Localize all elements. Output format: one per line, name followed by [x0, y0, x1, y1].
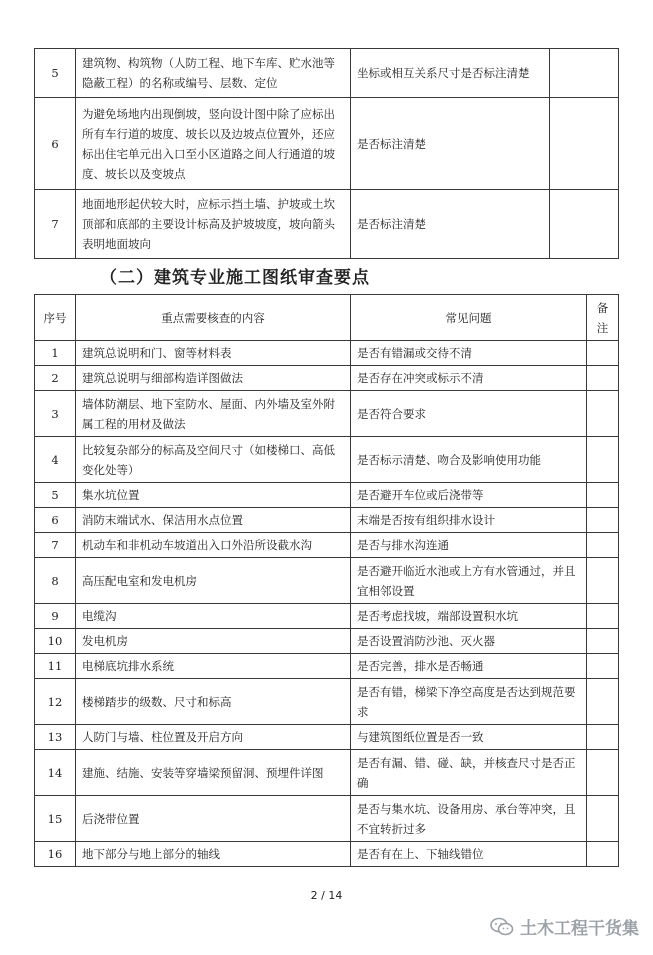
watermark-text: 土木工程干货集	[520, 919, 639, 939]
remark-cell	[587, 508, 619, 533]
review-content: 发电机房	[76, 629, 351, 654]
remark-cell	[550, 98, 619, 190]
table-row	[35, 49, 619, 98]
table-row	[35, 366, 619, 391]
row-number: 12	[35, 679, 76, 725]
header-number: 序号	[35, 295, 76, 341]
common-issue: 是否标注清楚	[351, 190, 550, 259]
review-content: 比较复杂部分的标高及空间尺寸（如楼梯口、高低变化处等）	[76, 437, 351, 483]
remark-cell	[587, 437, 619, 483]
table-header-row	[35, 295, 619, 341]
review-content: 消防末端试水、保洁用水点位置	[76, 508, 351, 533]
common-issue: 是否考虑找坡，端部设置积水坑	[351, 604, 587, 629]
row-number: 5	[35, 483, 76, 508]
remark-cell	[587, 558, 619, 604]
row-number: 7	[35, 190, 76, 259]
table-row	[35, 341, 619, 366]
row-number: 1	[35, 341, 76, 366]
remark-cell	[587, 604, 619, 629]
common-issue: 是否有在上、下轴线错位	[351, 842, 587, 867]
common-issue: 是否符合要求	[351, 391, 587, 437]
table-row	[35, 558, 619, 604]
review-content: 地面地形起伏较大时，应标示挡土墙、护坡或土坎顶部和底部的主要设计标高及护坡坡度，坡向箭头表明地面坡向	[76, 190, 351, 259]
table-row	[35, 629, 619, 654]
table-row	[35, 437, 619, 483]
row-number: 14	[35, 750, 76, 796]
header-remark: 备注	[587, 295, 619, 341]
review-content: 建筑物、构筑物（人防工程、地下车库、贮水池等隐蔽工程）的名称或编号、层数、定位	[76, 49, 351, 98]
row-number: 2	[35, 366, 76, 391]
review-content: 电梯底坑排水系统	[76, 654, 351, 679]
table-row	[35, 842, 619, 867]
table-row	[35, 796, 619, 842]
review-content: 集水坑位置	[76, 483, 351, 508]
remark-cell	[587, 725, 619, 750]
remark-cell	[587, 679, 619, 725]
row-number: 15	[35, 796, 76, 842]
row-number: 4	[35, 437, 76, 483]
common-issue: 是否存在冲突或标示不清	[351, 366, 587, 391]
remark-cell	[587, 796, 619, 842]
review-content: 电缆沟	[76, 604, 351, 629]
row-number: 6	[35, 508, 76, 533]
common-issue: 是否标示清楚、吻合及影响使用功能	[351, 437, 587, 483]
review-content: 建筑总说明与细部构造详图做法	[76, 366, 351, 391]
remark-cell	[550, 49, 619, 98]
remark-cell	[587, 654, 619, 679]
section-title: （二）建筑专业施工图纸审查要点	[100, 268, 370, 288]
page-number: 2 / 14	[310, 889, 343, 902]
table-row	[35, 98, 619, 190]
review-content: 建筑总说明和门、窗等材料表	[76, 341, 351, 366]
review-content: 地下部分与地上部分的轴线	[76, 842, 351, 867]
remark-cell	[587, 533, 619, 558]
common-issue: 是否与排水沟连通	[351, 533, 587, 558]
review-content: 高压配电室和发电机房	[76, 558, 351, 604]
remark-cell	[587, 341, 619, 366]
remark-cell	[587, 842, 619, 867]
row-number: 10	[35, 629, 76, 654]
review-content: 墙体防潮层、地下室防水、屋面、内外墙及室外附属工程的用材及做法	[76, 391, 351, 437]
review-content: 为避免场地内出现倒坡，竖向设计图中除了应标出所有车行道的坡度、坡长以及边坡点位置外，还应标出住宅单元出入口至小区道路之间人行通道的坡度、坡长以及变坡点	[76, 98, 351, 190]
table-row	[35, 750, 619, 796]
common-issue: 是否有错，梯梁下净空高度是否达到规范要求	[351, 679, 587, 725]
common-issue: 坐标或相互关系尺寸是否标注清楚	[351, 49, 550, 98]
table-row	[35, 483, 619, 508]
header-content: 重点需要核查的内容	[76, 295, 351, 341]
remark-cell	[587, 483, 619, 508]
row-number: 11	[35, 654, 76, 679]
table-row	[35, 508, 619, 533]
table-row	[35, 604, 619, 629]
remark-cell	[587, 366, 619, 391]
common-issue: 是否标注清楚	[351, 98, 550, 190]
common-issue: 是否与集水坑、设备用房、承台等冲突，且不宜转折过多	[351, 796, 587, 842]
common-issue: 是否避开临近水池或上方有水管通过，并且宜相邻设置	[351, 558, 587, 604]
architecture-review-table	[34, 294, 619, 867]
review-content: 机动车和非机动车坡道出入口外沿所设截水沟	[76, 533, 351, 558]
table-row	[35, 190, 619, 259]
common-issue: 是否避开车位或后浇带等	[351, 483, 587, 508]
remark-cell	[587, 629, 619, 654]
wechat-icon	[490, 917, 514, 937]
review-content: 人防门与墙、柱位置及开启方向	[76, 725, 351, 750]
table-row	[35, 679, 619, 725]
row-number: 6	[35, 98, 76, 190]
table-row	[35, 391, 619, 437]
table-row	[35, 654, 619, 679]
remark-cell	[587, 391, 619, 437]
review-content: 后浇带位置	[76, 796, 351, 842]
watermark	[490, 914, 639, 939]
review-content: 建施、结施、安装等穿墙梁预留洞、预埋件详图	[76, 750, 351, 796]
review-table-continued	[34, 48, 619, 259]
table-row	[35, 533, 619, 558]
header-issue: 常见问题	[351, 295, 587, 341]
row-number: 8	[35, 558, 76, 604]
remark-cell	[550, 190, 619, 259]
common-issue: 是否完善，排水是否畅通	[351, 654, 587, 679]
common-issue: 是否有漏、错、碰、缺，并核查尺寸是否正确	[351, 750, 587, 796]
common-issue: 是否有错漏或交待不清	[351, 341, 587, 366]
row-number: 9	[35, 604, 76, 629]
review-content: 楼梯踏步的级数、尺寸和标高	[76, 679, 351, 725]
row-number: 13	[35, 725, 76, 750]
common-issue: 是否设置消防沙池、灭火器	[351, 629, 587, 654]
row-number: 5	[35, 49, 76, 98]
common-issue: 末端是否按有组织排水设计	[351, 508, 587, 533]
row-number: 3	[35, 391, 76, 437]
row-number: 16	[35, 842, 76, 867]
table-row	[35, 725, 619, 750]
remark-cell	[587, 750, 619, 796]
row-number: 7	[35, 533, 76, 558]
common-issue: 与建筑图纸位置是否一致	[351, 725, 587, 750]
